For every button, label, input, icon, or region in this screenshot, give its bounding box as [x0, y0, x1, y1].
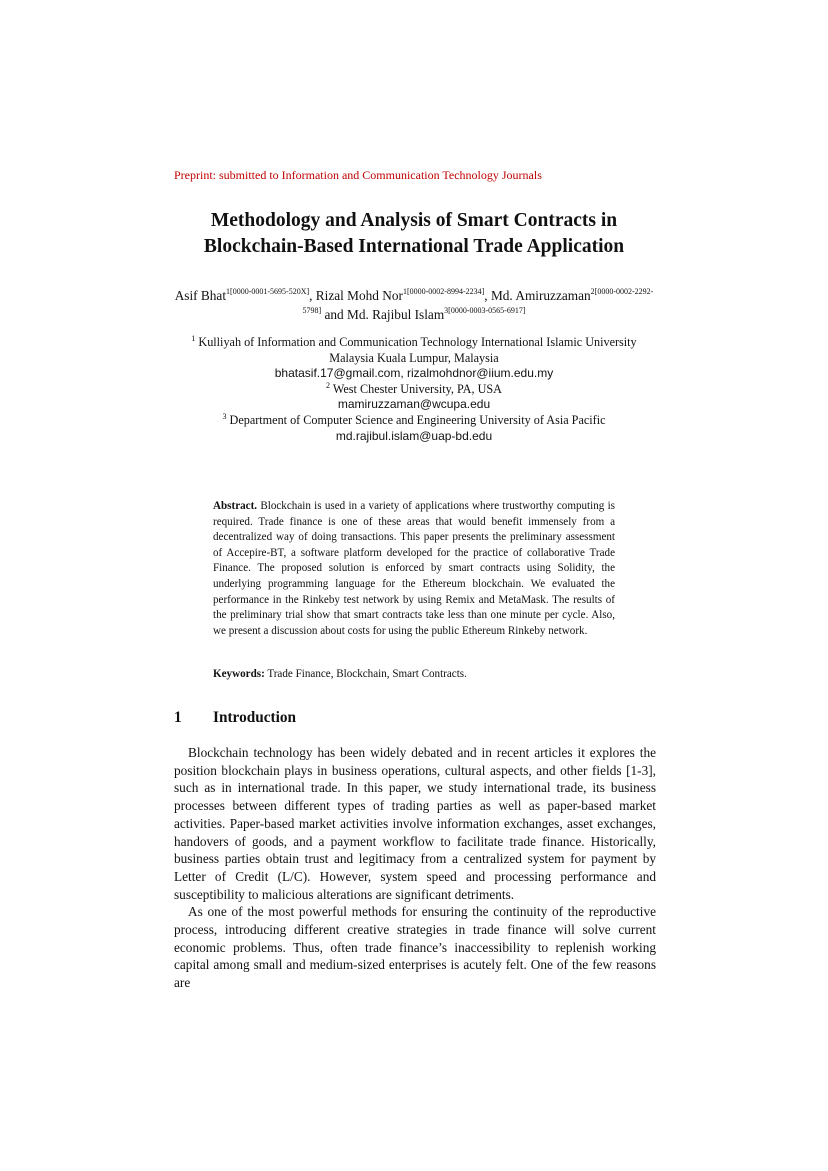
- author-name: Rizal Mohd Nor: [315, 288, 403, 303]
- abstract: [213, 499, 615, 639]
- author-separator: ,: [309, 288, 316, 303]
- author-name: Md. Amiruzzaman: [490, 288, 591, 303]
- author-orcid: 1[0000-0001-5695-520X]: [226, 287, 310, 296]
- affiliation-1: [168, 335, 660, 351]
- affiliation-text: Department of Computer Science and Engineering University of Asia Pacific: [229, 412, 606, 427]
- abstract-text: Blockchain is used in a variety of applications where trustworthy computing is required. Trade finance is one of these areas that would benefit immensely from a decentralized way of doing transactions. This paper presents the preliminary assessment of Accepire-BT, a software platform developed for the practice of collaborative Trade Finance. The proposed solution is enforced by smart contracts using Solidity, the underlying programming language for the Ethereum blockchain. We evaluated the performance in the Rinkeby test network by using Remix and MetaMask. The results of the preliminary trial show that smart contracts take less than one minute per cycle. Also, we present a discussion about costs for using the public Ethereum Rinkeby network.: [213, 500, 615, 637]
- author-orcid: 1[0000-0002-8994-2234]: [402, 287, 485, 296]
- title-line-1: Methodology and Analysis of Smart Contracts in: [210, 210, 618, 231]
- affiliation-1-location: Malaysia Kuala Lumpur, Malaysia: [329, 350, 499, 365]
- affiliation-3: [168, 413, 660, 429]
- preprint-note: Preprint: submitted to Information and Communication Technology Journals: [174, 168, 542, 182]
- author-name: Md. Rajibul Islam: [347, 307, 445, 322]
- section-heading: [174, 709, 296, 727]
- keywords: [213, 667, 615, 683]
- affiliation-marker: 1: [191, 334, 196, 343]
- author-list: [168, 286, 660, 324]
- affiliations: [168, 335, 660, 444]
- section-body: [174, 744, 656, 992]
- body-paragraph: As one of the most powerful methods for ensuring the continuity of the reproductive process, introducing different creative strategies in trade finance will solve current economic problems. Thus, often trade finance’s inaccessibility to replenish working capital among small and medium-sized enterprises is acutely felt. One of the few reasons are: [174, 904, 656, 991]
- affiliation-marker: 2: [326, 380, 331, 390]
- author-separator: and: [321, 307, 348, 322]
- affiliation-2-email: mamiruzzaman@wcupa.edu: [337, 397, 491, 412]
- author-orcid: 2[0000-0002-2292-5798]: [302, 287, 654, 315]
- affiliation-3-email: md.rajibul.islam@uap-bd.edu: [335, 428, 493, 443]
- author-orcid: 3[0000-0003-0565-6917]: [444, 306, 526, 315]
- keywords-text: Trade Finance, Blockchain, Smart Contracts.: [267, 668, 467, 680]
- section-number: 1: [174, 709, 182, 726]
- affiliation-marker: 3: [222, 411, 227, 421]
- author-separator: ,: [484, 288, 491, 303]
- affiliation-2: [168, 382, 660, 398]
- body-paragraph: Blockchain technology has been widely debated and in recent articles it explores the position blockchain plays in business operations, cultural aspects, and other fields [1-3], such as in international trade. In this paper, we study international trade, its business processes between different types of trading parties as well as paper-based market activities. Paper-based market activities involve information exchanges, asset exchanges, handovers of goods, and a payment workflow to facilitate trade finance. Historically, business parties obtain trust and legitimacy from a centralized system for payment by Letter of Credit (L/C). However, system speed and processing performance and susceptibility to malicious alterations are significant detriments.: [174, 745, 656, 902]
- keywords-label: Keywords:: [213, 668, 265, 680]
- paper-title: [150, 208, 678, 260]
- affiliation-text: West Chester University, PA, USA: [332, 381, 502, 396]
- affiliation-1-email: bhatasif.17@gmail.com, rizalmohdnor@iium.edu.my: [274, 366, 554, 381]
- section-title: Introduction: [213, 709, 297, 726]
- abstract-label: Abstract.: [213, 500, 258, 512]
- author-name: Asif Bhat: [174, 288, 227, 303]
- affiliation-text: Kulliyah of Information and Communication Technology International Islamic University: [198, 335, 637, 349]
- title-line-2: Blockchain-Based International Trade Application: [203, 236, 625, 257]
